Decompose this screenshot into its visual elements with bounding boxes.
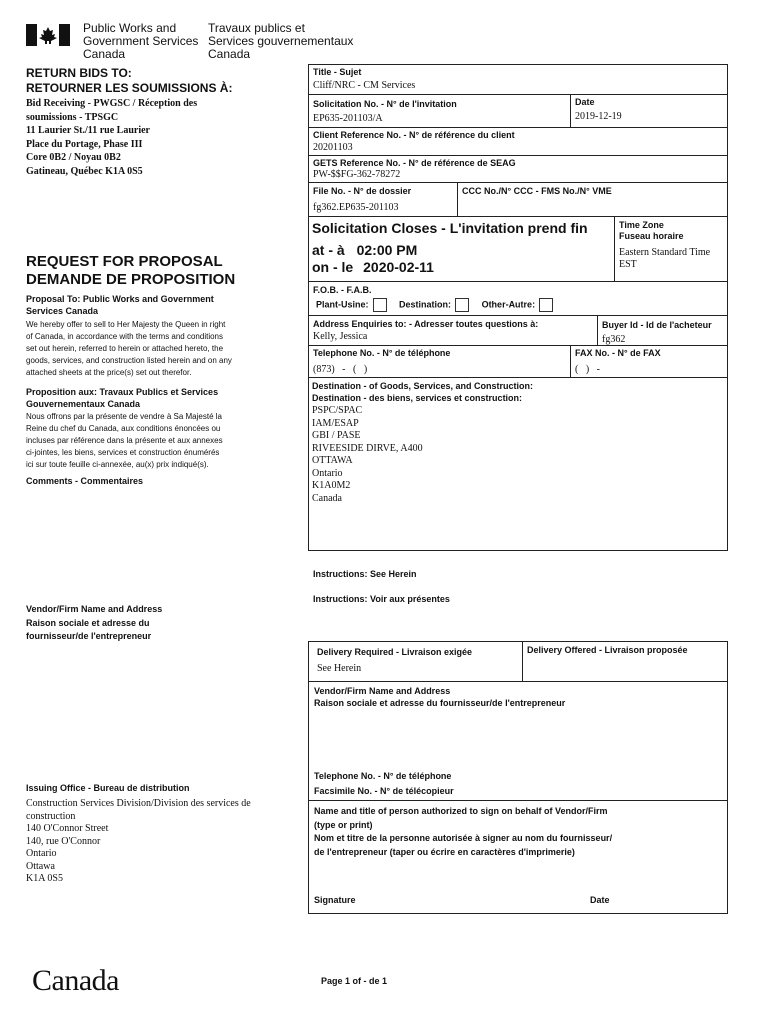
offer-text-en-line: We hereby offer to sell to Her Majesty the Queen in right [26, 320, 226, 329]
department-name-fr [208, 22, 353, 61]
issuing-office-line: construction [26, 810, 76, 822]
authorized-label-line: de l'entrepreneur (taper ou écrire en caractères d'imprimerie) [314, 846, 575, 857]
return-bids-address-line: Gatineau, Québec K1A 0S5 [26, 165, 143, 177]
authorized-person-label [314, 805, 612, 859]
return-bids-address [26, 97, 197, 178]
offer-text-en [26, 319, 232, 379]
on-value: 2020-02-11 [363, 259, 434, 275]
offer-text-fr-line: incluses par référence dans la présente et aux annexes [26, 436, 223, 445]
offer-text-en-line: goods, services, and construction listed herein and on any [26, 356, 232, 365]
proposition-line: Proposition aux: Travaux Publics et Services [26, 387, 219, 397]
destination-address-line: IAM/ESAP [312, 417, 359, 429]
destination-label-line: Destination - des biens, services et construction: [312, 393, 523, 403]
proposition-line: Gouvernementaux Canada [26, 399, 141, 409]
tz-value-line: Eastern Standard Time [619, 247, 711, 258]
instructions-en: Instructions: See Herein [313, 569, 417, 579]
offer-text-en-line: set out herein, referred to herein or attached hereto, the [26, 344, 224, 353]
fob-label: F.O.B. - F.A.B. [313, 285, 372, 295]
return-bids-heading-fr: RETOURNER LES SOUMISSIONS À: [26, 81, 233, 95]
destination-address-line: RIVEESIDE DIRVE, A400 [312, 442, 423, 454]
issuing-office-heading: Issuing Office - Bureau de distribution [26, 783, 190, 793]
file-no-label: File No. - N° de dossier [313, 186, 412, 196]
signature-date-label: Date [590, 895, 610, 905]
dept-fr-line: Travaux publics et [208, 21, 305, 35]
delivery-required-label: Delivery Required - Livraison exigée [317, 647, 473, 657]
solicitation-no-value: EP635-201103/A [313, 113, 383, 124]
return-bids-address-line: soumissions - TPSGC [26, 111, 119, 123]
other-label: Other-Autre: [481, 299, 536, 310]
rfp-title-fr: DEMANDE DE PROPOSITION [26, 271, 236, 288]
comments-label: Comments - Commentaires [26, 476, 144, 486]
offer-text-en-line: attached sheets at the price(s) set out therefor. [26, 368, 192, 377]
issuing-office-line: Ottawa [26, 860, 55, 872]
vendor-firm-label [314, 685, 565, 709]
issuing-office-line: 140 O'Connor Street [26, 823, 109, 834]
vendor-left-line: fournisseur/de l'entrepreneur [26, 631, 152, 641]
destination-address-line: PSPC/SPAC [312, 405, 363, 416]
destination-option-label: Destination: [399, 299, 452, 310]
title-label: Title - Sujet [313, 67, 362, 77]
proposition-aux [26, 386, 218, 410]
issuing-office-line: 140, rue O'Connor [26, 835, 101, 847]
rfp-title [26, 253, 235, 289]
destination-address-line: Ontario [312, 467, 343, 479]
vendor-telephone-label: Telephone No. - N° de téléphone [314, 771, 452, 781]
offer-text-fr-line: Nous offrons par la présente de vendre à Sa Majesté la [26, 412, 222, 421]
solicitation-closes-title: Solicitation Closes - L'invitation prend fin [312, 220, 588, 236]
offer-text-fr-line: ci-jointes, les biens, services et construction énumérés [26, 448, 220, 457]
return-bids-address-line: Bid Receiving - PWGSC / Réception des [26, 98, 198, 109]
fax-label: FAX No. - N° de FAX [575, 348, 661, 358]
date-value: 2019-12-19 [575, 111, 622, 122]
client-ref-value: 20201103 [313, 142, 353, 153]
return-bids-address-line: Place du Portage, Phase III [26, 138, 143, 150]
destination-address-line: OTTAWA [312, 455, 353, 466]
buyer-id-label: Buyer Id - Id de l'acheteur [602, 320, 712, 330]
tz-value-line: EST [619, 259, 637, 270]
dept-en-line: Canada [83, 47, 126, 61]
vendor-left-line: Vendor/Firm Name and Address [26, 604, 163, 614]
vendor-fax-label: Facsimile No. - N° de télécopieur [314, 786, 454, 796]
destination-address-line: Canada [312, 492, 342, 504]
address-enquiries-value: Kelly, Jessica [313, 331, 368, 342]
on-label: on - le [312, 259, 354, 275]
dept-en-line: Government Services [83, 34, 199, 48]
dept-fr-line: Canada [208, 47, 251, 61]
authorized-label-line: Name and title of person authorized to sign on behalf of Vendor/Firm [314, 806, 608, 816]
delivery-offered-label: Delivery Offered - Livraison proposée [527, 645, 688, 655]
proposal-to [26, 293, 214, 317]
closing-time [312, 242, 417, 258]
instructions-fr: Instructions: Voir aux présentes [313, 594, 450, 604]
issuing-office-line: Construction Services Division/Division des services de [26, 798, 251, 809]
destination-address [312, 405, 423, 505]
issuing-office-line: K1A 0S5 [26, 873, 63, 884]
plant-checkbox[interactable] [373, 298, 387, 312]
date-label: Date [575, 97, 595, 107]
issuing-office-address [26, 798, 251, 886]
other-checkbox[interactable] [539, 298, 553, 312]
dept-fr-line: Services gouvernementaux [208, 34, 354, 48]
destination-address-line: GBI / PASE [312, 430, 361, 441]
issuing-office-line: Ontario [26, 848, 57, 859]
offer-text-en-line: of Canada, in accordance with the terms and conditions [26, 332, 224, 341]
vendor-firm-left [26, 603, 162, 644]
page-number: Page 1 of - de 1 [321, 976, 388, 986]
ccc-no-label: CCC No./N° CCC - FMS No./N° VME [462, 186, 612, 196]
telephone-label: Telephone No. - N° de téléphone [313, 348, 451, 358]
proposal-to-line: Proposal To: Public Works and Government [26, 294, 214, 304]
vendor-firm-label-line: Raison sociale et adresse du fournisseur/de l'entrepreneur [314, 698, 566, 708]
vendor-left-line: Raison sociale et adresse du [26, 617, 150, 628]
solicitation-no-label: Solicitation No. - N° de l'invitation [313, 99, 457, 109]
canada-flag-symbol [26, 24, 70, 46]
at-label: at - à [312, 242, 345, 258]
department-name-en [83, 22, 198, 61]
return-bids-heading [26, 66, 232, 96]
dept-en-line: Public Works and [83, 21, 177, 35]
canada-wordmark: Canada [32, 964, 119, 997]
file-no-value: fg362.EP635-201103 [313, 202, 399, 213]
tz-label-line: Fuseau horaire [619, 231, 684, 241]
authorized-label-line: Nom et titre de la personne autorisée à signer au nom du fournisseur/ [314, 833, 613, 843]
rfp-title-en: REQUEST FOR PROPOSAL [26, 253, 223, 270]
fob-options [316, 298, 563, 312]
buyer-id-value: fg362 [602, 334, 626, 345]
title-value: Cliff/NRC - CM Services [313, 80, 416, 91]
fax-value: ( ) - [575, 364, 600, 375]
client-ref-label: Client Reference No. - N° de référence du client [313, 130, 515, 140]
return-bids-address-line: Core 0B2 / Noyau 0B2 [26, 152, 121, 163]
offer-text-fr [26, 411, 223, 471]
plant-label: Plant-Usine: [316, 299, 369, 310]
destination-checkbox[interactable] [455, 298, 469, 312]
tz-label-line: Time Zone [619, 220, 664, 230]
time-zone-label [619, 220, 684, 242]
destination-label [312, 380, 533, 404]
gets-ref-value: PW-$$FG-362-78272 [313, 169, 401, 180]
telephone-value: (873) - ( ) [313, 364, 368, 375]
gets-ref-label: GETS Reference No. - N° de référence de SEAG [313, 158, 516, 168]
delivery-required-value: See Herein [317, 663, 362, 674]
address-enquiries-label: Address Enquiries to: - Adresser toutes questions à: [313, 319, 539, 329]
time-zone-value [619, 247, 710, 271]
authorized-label-line: (type or print) [314, 819, 373, 830]
destination-label-line: Destination - of Goods, Services, and Construction: [312, 381, 534, 391]
offer-text-fr-line: ici sur toute feuille ci-annexée, au(x) prix indiqué(s). [26, 460, 209, 469]
signature-label: Signature [314, 895, 356, 905]
return-bids-heading-en: RETURN BIDS TO: [26, 66, 132, 80]
closing-date [312, 259, 434, 275]
return-bids-address-line: 11 Laurier St./11 rue Laurier [26, 125, 150, 136]
proposal-to-line: Services Canada [26, 306, 99, 316]
destination-address-line: K1A0M2 [312, 480, 351, 491]
vendor-firm-label-line: Vendor/Firm Name and Address [314, 686, 451, 696]
offer-text-fr-line: Reine du chef du Canada, aux conditions énoncées ou [26, 424, 221, 433]
at-value: 02:00 PM [356, 242, 418, 258]
